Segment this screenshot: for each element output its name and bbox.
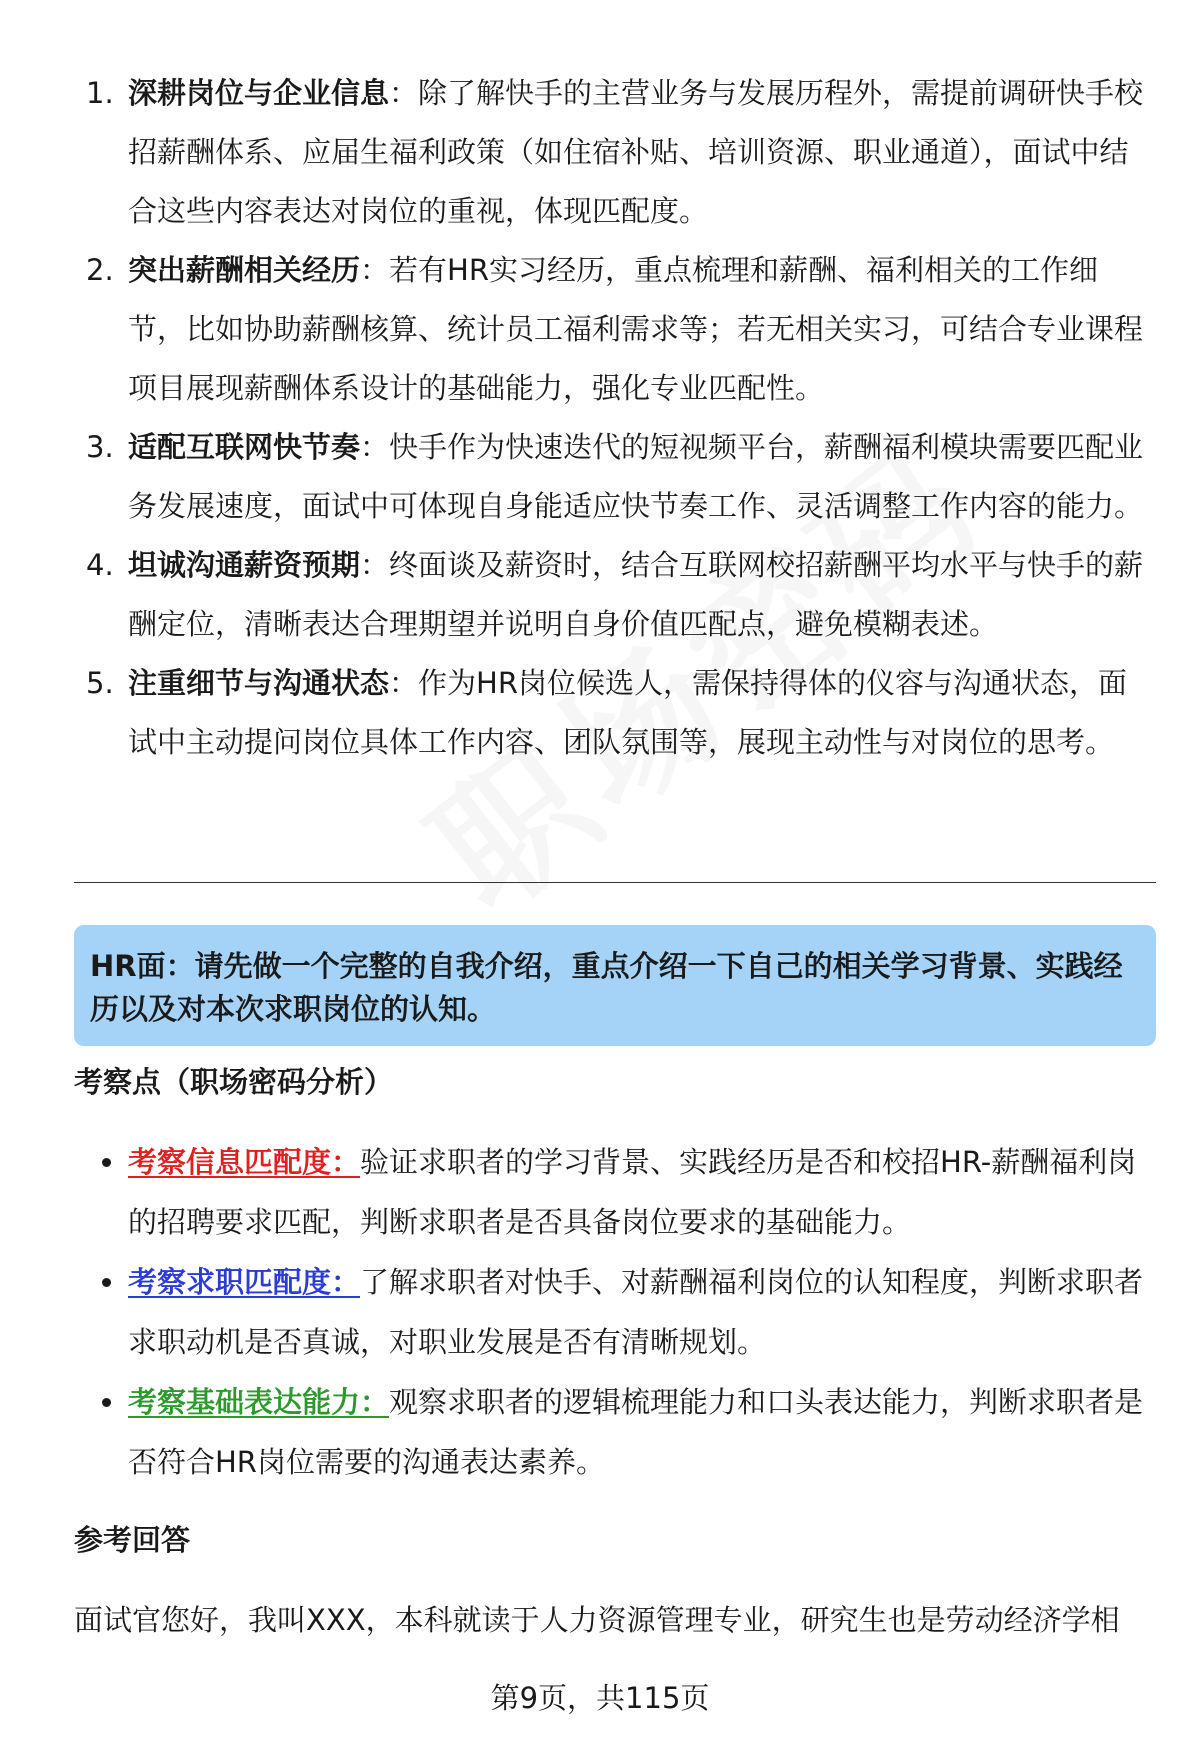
tip-item	[74, 536, 1154, 654]
assessment-label: 考察信息匹配度：	[128, 1145, 361, 1179]
tip-item	[74, 654, 1154, 772]
tips-list	[74, 64, 1154, 772]
tip-title: 适配互联网快节奏	[128, 430, 361, 464]
answer-heading: 参考回答	[74, 1523, 191, 1557]
tip-separator: ：	[360, 430, 390, 464]
bullet-icon	[102, 1278, 111, 1287]
tip-number: 2.	[86, 253, 114, 287]
bullet-icon	[102, 1158, 111, 1167]
tip-number: 1.	[86, 76, 114, 110]
tip-text: 快手作为快速迭代的短视频平台，薪酬福利模块需要匹配业务发展速度，面试中可体现自身能适应快节奏工作、灵活调整工作内容的能力。	[128, 430, 1144, 523]
tip-item	[74, 64, 1154, 241]
tip-number: 3.	[86, 430, 114, 464]
tip-text: 若有HR实习经历，重点梳理和薪酬、福利相关的工作细节，比如协助薪酬核算、统计员工福利需求等；若无相关实习，可结合专业课程项目展现薪酬体系设计的基础能力，强化专业匹配性。	[128, 253, 1144, 405]
assessment-label: 考察求职匹配度：	[128, 1265, 361, 1299]
section-divider	[74, 882, 1156, 883]
question-box	[74, 925, 1156, 1046]
question-text: HR面：请先做一个完整的自我介绍，重点介绍一下自己的相关学习背景、实践经历以及对本次求职岗位的认知。	[90, 949, 1123, 1026]
tip-number: 5.	[86, 666, 114, 700]
tip-separator: ：	[389, 76, 419, 110]
assessment-text: 观察求职者的逻辑梳理能力和口头表达能力，判断求职者是否符合HR岗位需要的沟通表达素养。	[128, 1385, 1144, 1479]
tip-separator: ：	[360, 548, 390, 582]
tip-text: 作为HR岗位候选人，需保持得体的仪容与沟通状态，面试中主动提问岗位具体工作内容、团队氛围等，展现主动性与对岗位的思考。	[128, 666, 1127, 759]
tip-title: 注重细节与沟通状态	[128, 666, 390, 700]
assessment-item	[74, 1132, 1156, 1252]
tip-separator: ：	[389, 666, 419, 700]
assessment-list	[74, 1132, 1156, 1492]
assessment-text: 验证求职者的学习背景、实践经历是否和校招HR-薪酬福利岗的招聘要求匹配，判断求职者是否具备岗位要求的基础能力。	[128, 1145, 1137, 1239]
assessment-heading: 考察点（职场密码分析）	[74, 1065, 394, 1099]
assessment-text: 了解求职者对快手、对薪酬福利岗位的认知程度，判断求职者求职动机是否真诚，对职业发展是否有清晰规划。	[128, 1265, 1144, 1359]
tip-title: 突出薪酬相关经历	[128, 253, 361, 287]
bullet-icon	[102, 1398, 111, 1407]
tip-separator: ：	[360, 253, 390, 287]
page-footer: 第9页，共115页	[490, 1681, 710, 1715]
assessment-item	[74, 1372, 1156, 1492]
tip-number: 4.	[86, 548, 114, 582]
tip-text: 终面谈及薪资时，结合互联网校招薪酬平均水平与快手的薪酬定位，清晰表达合理期望并说明自身价值匹配点，避免模糊表述。	[128, 548, 1144, 641]
tip-item	[74, 418, 1154, 536]
assessment-item	[74, 1252, 1156, 1372]
tip-text: 除了解快手的主营业务与发展历程外，需提前调研快手校招薪酬体系、应届生福利政策（如住宿补贴、培训资源、职业通道），面试中结合这些内容表达对岗位的重视，体现匹配度。	[128, 76, 1144, 228]
tip-title: 坦诚沟通薪资预期	[128, 548, 361, 582]
answer-text: 面试官您好，我叫XXX，本科就读于人力资源管理专业，研究生也是劳动经济学相	[74, 1603, 1120, 1637]
tip-item	[74, 241, 1154, 418]
tip-title: 深耕岗位与企业信息	[128, 76, 390, 110]
assessment-label: 考察基础表达能力：	[128, 1385, 390, 1419]
